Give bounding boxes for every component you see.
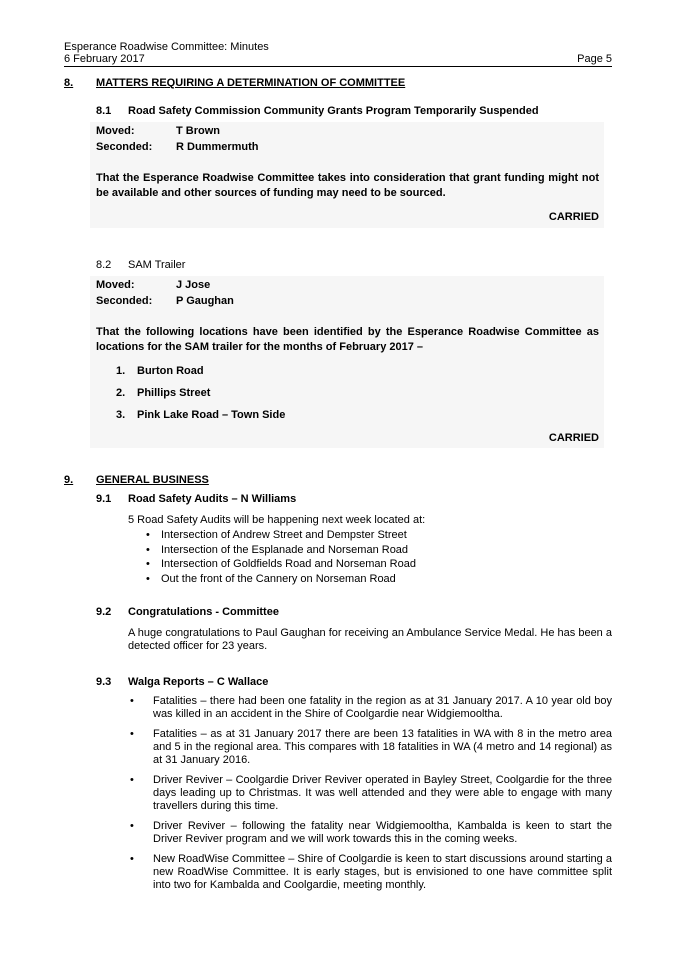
item-9-1-number: 9.1	[96, 493, 112, 505]
list-item: • Intersection of Goldfields Road and Norseman Road	[146, 557, 416, 572]
list-item: • Driver Reviver – following the fatality near Widgiemooltha, Kambalda is keen to start the Driver Reviver program and we will work towards this in the coming weeks.	[130, 820, 612, 845]
location-name: Phillips Street	[137, 387, 211, 399]
report-text: Driver Reviver – Coolgardie Driver Reviver operated in Bayley Street, Coolgardie for the three days leading up to Christmas. It was well attended and they were able to engage with many travellers during this time.	[153, 774, 612, 812]
list-item: • New RoadWise Committee – Shire of Coolgardie is keen to start discussions around starting a new RoadWise Committee. It is early stages, but is envisioned to one have committee split into two for Kambalda and Coolgardie, meeting monthly.	[130, 853, 612, 891]
section-9-title: GENERAL BUSINESS	[96, 474, 209, 486]
location-item	[116, 386, 210, 400]
list-item: • Fatalities – as at 31 January 2017 there are been 13 fatalities in WA with 8 in the metro area and 5 in the regional area. This compares with 18 fatalities in WA (4 metro and 14 regional) as at 31 January 2016.	[130, 728, 612, 766]
moved-label: Moved:	[96, 125, 135, 137]
header-date-row	[64, 53, 612, 67]
list-item: • Intersection of the Esplanade and Norseman Road	[146, 543, 416, 558]
item-8-1-resolution: That the Esperance Roadwise Committee takes into consideration that grant funding might not be available and other sources of funding may need to be sourced.	[96, 172, 599, 199]
seconded-by: P Gaughan	[176, 295, 234, 307]
moved-by: T Brown	[176, 125, 220, 137]
location-item	[116, 364, 204, 378]
section-8-title: MATTERS REQUIRING A DETERMINATION OF COMMITTEE	[96, 77, 406, 89]
list-item: • Intersection of Andrew Street and Dempster Street	[146, 528, 416, 543]
report-text: Driver Reviver – following the fatality near Widgiemooltha, Kambalda is keen to start the Driver Reviver program and we will work towards this in the coming weeks.	[153, 820, 612, 845]
list-item: • Out the front of the Cannery on Norseman Road	[146, 572, 416, 587]
location-number: 1.	[116, 365, 126, 377]
walga-report-list	[128, 695, 612, 892]
report-text: Fatalities – as at 31 January 2017 there are been 13 fatalities in WA with 8 in the metro area and 5 in the regional area. This compares with 18 fatalities in WA (4 metro and 14 regional) as at 31 January 2016.	[153, 728, 612, 766]
item-9-2-number: 9.2	[96, 606, 112, 618]
moved-by: J Jose	[176, 279, 211, 291]
list-item: • Driver Reviver – Coolgardie Driver Reviver operated in Bayley Street, Coolgardie for the three days leading up to Christmas. It was well attended and they were able to engage with many travellers during this time.	[130, 774, 612, 812]
location-name: Pink Lake Road – Town Side	[137, 409, 286, 421]
document-title: Esperance Roadwise Committee: Minutes	[64, 41, 269, 53]
item-9-2-title: Congratulations - Committee	[128, 606, 279, 618]
section-9-number: 9.	[64, 474, 74, 486]
item-8-2-resolution-box	[90, 276, 604, 448]
moved-label: Moved:	[96, 279, 135, 291]
location-item	[116, 408, 285, 422]
report-text: New RoadWise Committee – Shire of Coolgardie is keen to start discussions around starting a new RoadWise Committee. It is early stages, but is envisioned to one have committee split into two for Kambalda and Coolgardie, meeting monthly.	[153, 853, 612, 891]
seconded-by: R Dummermuth	[176, 141, 259, 153]
audit-locations-list	[146, 528, 416, 586]
item-8-2-number: 8.2	[96, 259, 112, 271]
item-8-1-number: 8.1	[96, 105, 112, 117]
seconded-label: Seconded:	[96, 141, 153, 153]
item-9-3-title: Walga Reports – C Wallace	[128, 676, 269, 688]
item-8-1-title: Road Safety Commission Community Grants Program Temporarily Suspended	[128, 105, 539, 117]
location-name: Burton Road	[137, 365, 204, 377]
seconded-label: Seconded:	[96, 295, 153, 307]
meeting-date: 6 February 2017	[64, 53, 145, 65]
location-number: 3.	[116, 409, 126, 421]
item-8-2-title: SAM Trailer	[128, 259, 186, 271]
item-9-1-intro: 5 Road Safety Audits will be happening next week located at:	[128, 514, 426, 526]
location-number: 2.	[116, 387, 126, 399]
item-8-2-result: CARRIED	[548, 432, 599, 444]
list-item: • Fatalities – there had been one fatality in the region as at 31 January 2017. A 10 year old boy was killed in an accident in the Shire of Coolgardie near Widgiemooltha.	[130, 695, 612, 720]
item-9-1-title: Road Safety Audits – N Williams	[128, 493, 297, 505]
item-9-3-number: 9.3	[96, 676, 112, 688]
section-8-number: 8.	[64, 77, 74, 89]
item-8-2-resolution: That the following locations have been identified by the Esperance Roadwise Committee as locations for the SAM trailer for the months of February 2017 –	[96, 326, 599, 353]
item-8-1-result: CARRIED	[548, 211, 599, 223]
page-number: Page 5	[577, 53, 612, 65]
report-text: Fatalities – there had been one fatality in the region as at 31 January 2017. A 10 year old boy was killed in an accident in the Shire of Coolgardie near Widgiemooltha.	[153, 695, 612, 720]
page-header	[64, 41, 612, 67]
item-9-2-text: A huge congratulations to Paul Gaughan for receiving an Ambulance Service Medal. He has been a detected officer for 23 years.	[128, 627, 612, 652]
